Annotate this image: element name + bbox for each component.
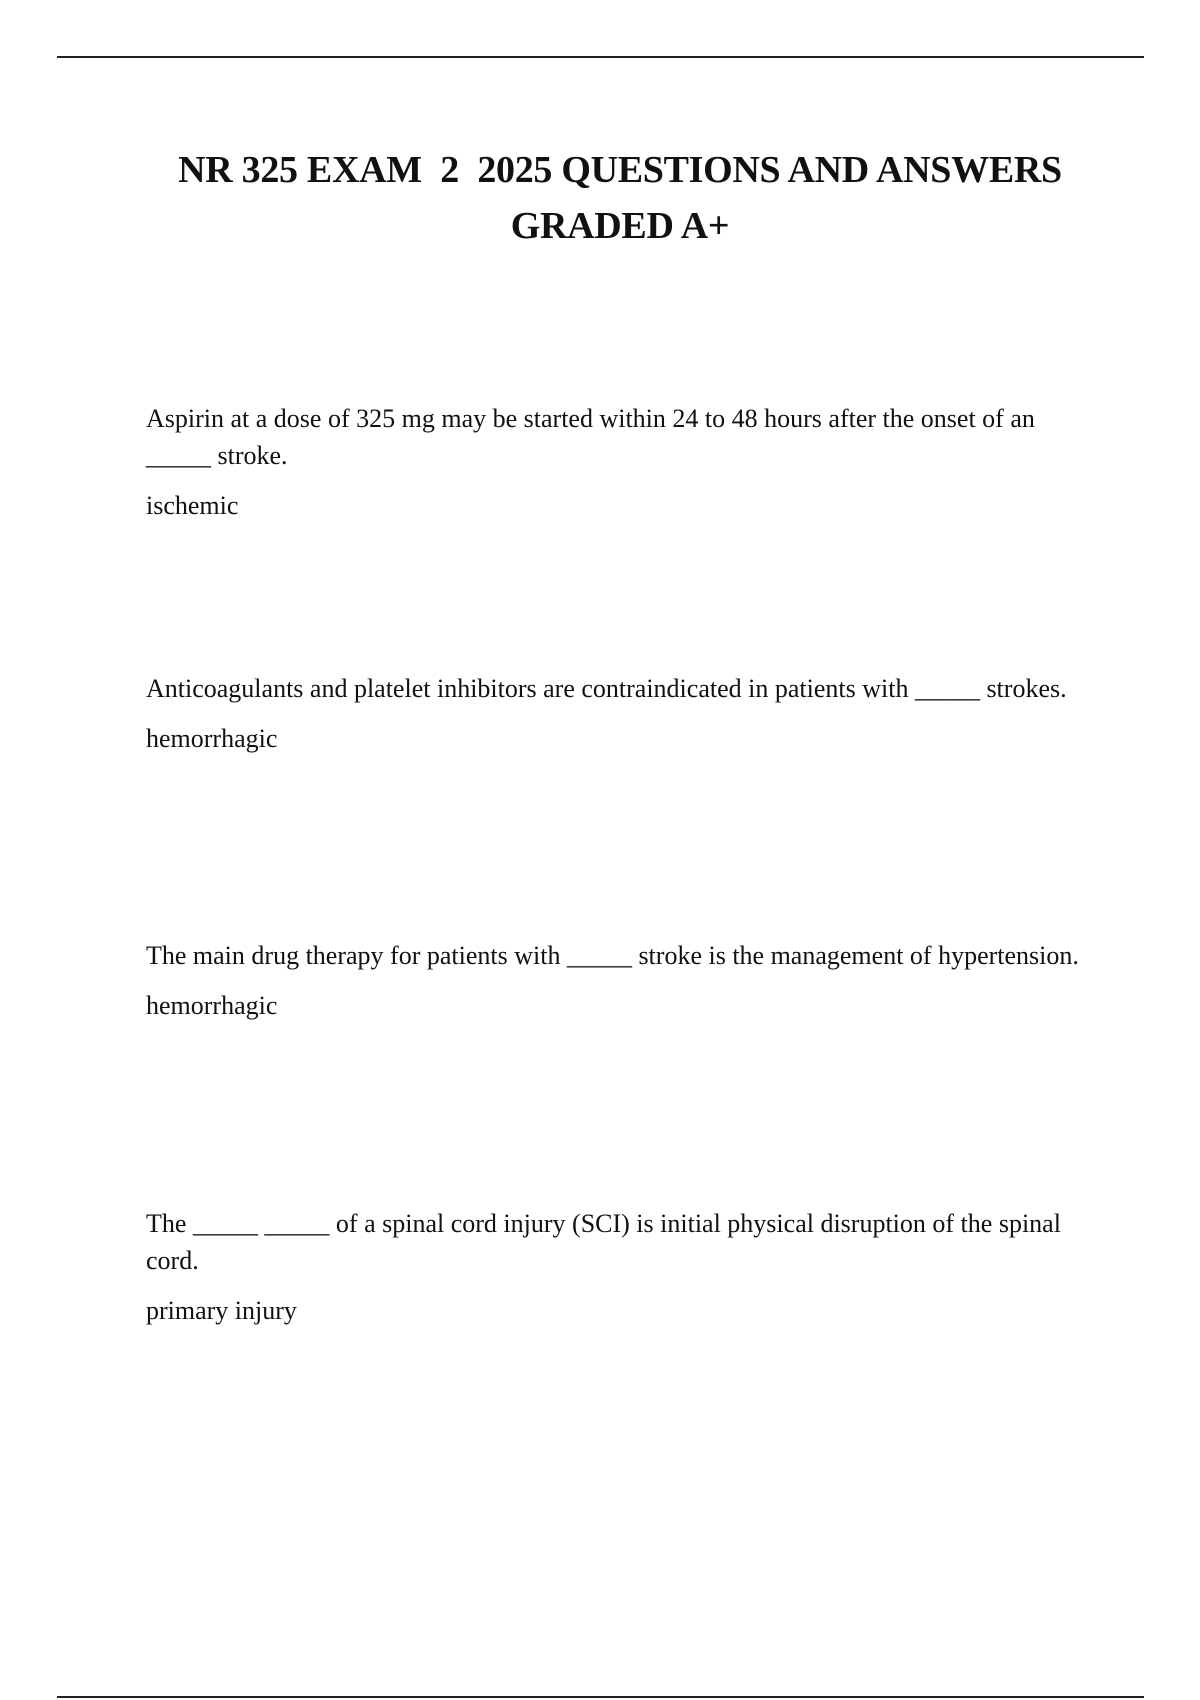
bottom-divider — [57, 1696, 1144, 1698]
document-title: NR 325 EXAM 2 2025 QUESTIONS AND ANSWERS GRADED A+ — [178, 149, 1072, 247]
question-text: The _____ _____ of a spinal cord injury (SCI) is initial physical disruption of the spinal cord. — [146, 1209, 1061, 1275]
question-text: Aspirin at a dose of 325 mg may be started within 24 to 48 hours after the onset of an _____ stroke. — [146, 404, 1035, 470]
top-divider — [57, 56, 1144, 58]
answer-text: primary injury — [146, 1296, 297, 1325]
qa-item — [146, 400, 1086, 523]
question-text: Anticoagulants and platelet inhibitors are contraindicated in patients with _____ strokes. — [146, 674, 1067, 703]
answer-text: hemorrhagic — [146, 724, 278, 753]
answer-text: hemorrhagic — [146, 991, 278, 1020]
qa-item — [146, 1205, 1086, 1328]
answer-text: ischemic — [146, 491, 239, 520]
qa-item — [146, 937, 1086, 1023]
qa-item — [146, 670, 1086, 756]
question-text: The main drug therapy for patients with _____ stroke is the management of hypertension. — [146, 941, 1079, 970]
